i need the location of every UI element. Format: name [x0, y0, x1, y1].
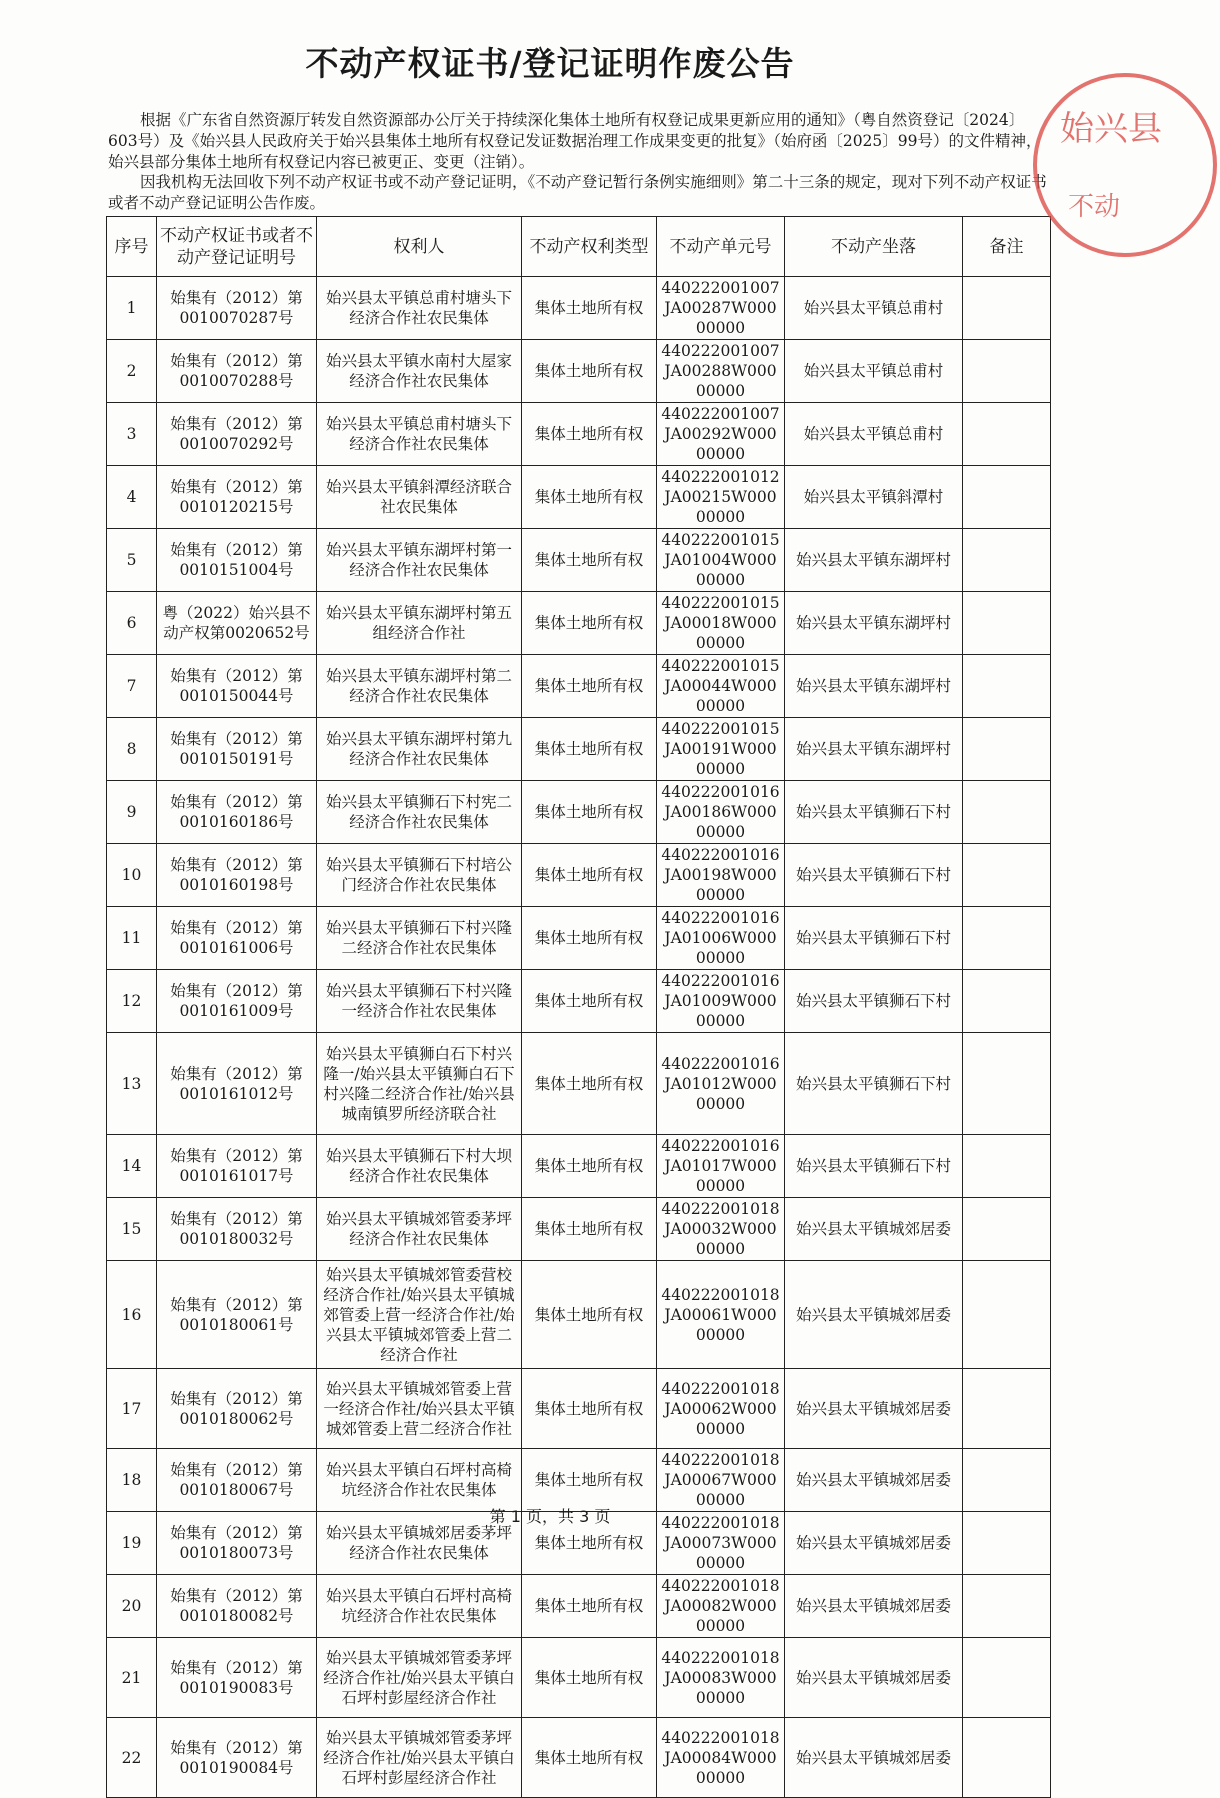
table-row	[107, 781, 1051, 844]
cell-owner: 始兴县太平镇狮石下村兴隆二经济合作社农民集体	[317, 907, 522, 970]
cell-unit: 440222001015JA00018W00000000	[657, 592, 785, 655]
cell-cert: 始集有（2012）第0010151004号	[157, 529, 317, 592]
header-location: 不动产坐落	[785, 217, 963, 277]
cell-location: 始兴县太平镇东湖坪村	[785, 592, 963, 655]
table-row	[107, 1198, 1051, 1261]
cell-remark	[963, 1575, 1051, 1638]
cell-remark	[963, 655, 1051, 718]
cell-remark	[963, 1261, 1051, 1369]
table-row	[107, 655, 1051, 718]
cell-location: 始兴县太平镇城郊居委	[785, 1638, 963, 1718]
cell-unit: 440222001018JA00084W00000000	[657, 1718, 785, 1798]
cell-type: 集体土地所有权	[522, 403, 657, 466]
cell-type: 集体土地所有权	[522, 1512, 657, 1575]
records-table	[106, 216, 1051, 1798]
cell-cert: 始集有（2012）第0010070292号	[157, 403, 317, 466]
cell-type: 集体土地所有权	[522, 529, 657, 592]
cell-unit: 440222001016JA01009W00000000	[657, 970, 785, 1033]
cell-seq: 10	[107, 844, 157, 907]
cell-remark	[963, 844, 1051, 907]
cell-remark	[963, 1718, 1051, 1798]
table-row	[107, 1369, 1051, 1449]
table-row	[107, 844, 1051, 907]
cell-location: 始兴县太平镇狮石下村	[785, 781, 963, 844]
table-row	[107, 1718, 1051, 1798]
cell-seq: 8	[107, 718, 157, 781]
cell-remark	[963, 340, 1051, 403]
cell-remark	[963, 1033, 1051, 1135]
cell-remark	[963, 718, 1051, 781]
cell-owner: 始兴县太平镇东湖坪村第九经济合作社农民集体	[317, 718, 522, 781]
cell-remark	[963, 277, 1051, 340]
cell-unit: 440222001015JA00044W00000000	[657, 655, 785, 718]
cell-cert: 始集有（2012）第0010180073号	[157, 1512, 317, 1575]
cell-unit: 440222001016JA01017W00000000	[657, 1135, 785, 1198]
cell-type: 集体土地所有权	[522, 466, 657, 529]
cell-owner: 始兴县太平镇东湖坪村第五组经济合作社	[317, 592, 522, 655]
table-row	[107, 970, 1051, 1033]
cell-location: 始兴县太平镇狮石下村	[785, 844, 963, 907]
table-row	[107, 1575, 1051, 1638]
cell-cert: 始集有（2012）第0010070287号	[157, 277, 317, 340]
table-row	[107, 907, 1051, 970]
cell-unit: 440222001015JA01004W00000000	[657, 529, 785, 592]
cell-cert: 始集有（2012）第0010180062号	[157, 1369, 317, 1449]
table-row	[107, 403, 1051, 466]
cell-remark	[963, 970, 1051, 1033]
cell-type: 集体土地所有权	[522, 781, 657, 844]
svg-text:不动: 不动	[1068, 192, 1121, 222]
cell-remark	[963, 1369, 1051, 1449]
cell-seq: 22	[107, 1718, 157, 1798]
cell-cert: 始集有（2012）第0010180082号	[157, 1575, 317, 1638]
cell-location: 始兴县太平镇城郊居委	[785, 1718, 963, 1798]
cell-owner: 始兴县太平镇城郊管委营校经济合作社/始兴县太平镇城郊管委上营一经济合作社/始兴县太平镇城郊管委上营二经济合作社	[317, 1261, 522, 1369]
cell-unit: 440222001012JA00215W00000000	[657, 466, 785, 529]
intro-paragraph: 根据《广东省自然资源厅转发自然资源部办公厅关于持续深化集体土地所有权登记成果更新应用的通知》（粤自然资登记〔2024〕603号）及《始兴县人民政府关于始兴县集体土地所有权登记发证数据治理工作成果变更的批复》（始府函〔2025〕99号）的文件精神，始兴县部分集体土地所有权登记内容已被更正、变更（注销）。	[108, 111, 1042, 171]
cell-type: 集体土地所有权	[522, 1033, 657, 1135]
cell-type: 集体土地所有权	[522, 1261, 657, 1369]
cell-location: 始兴县太平镇城郊居委	[785, 1449, 963, 1512]
cell-owner: 始兴县太平镇总甫村塘头下经济合作社农民集体	[317, 403, 522, 466]
cell-type: 集体土地所有权	[522, 1369, 657, 1449]
cell-seq: 5	[107, 529, 157, 592]
notice-paragraph: 因我机构无法回收下列不动产权证书或不动产登记证明，《不动产登记暂行条例实施细则》第二十三条的规定，现对下列不动产权证书或者不动产登记证明公告作废。	[108, 173, 1047, 212]
cell-cert: 始集有（2012）第0010160186号	[157, 781, 317, 844]
cell-seq: 18	[107, 1449, 157, 1512]
cell-type: 集体土地所有权	[522, 340, 657, 403]
table-row	[107, 277, 1051, 340]
cell-unit: 440222001018JA00032W00000000	[657, 1198, 785, 1261]
cell-remark	[963, 781, 1051, 844]
cell-cert: 始集有（2012）第0010120215号	[157, 466, 317, 529]
cell-seq: 3	[107, 403, 157, 466]
cell-owner: 始兴县太平镇斜潭经济联合社农民集体	[317, 466, 522, 529]
cell-owner: 始兴县太平镇城郊居委茅坪经济合作社农民集体	[317, 1512, 522, 1575]
cell-cert: 始集有（2012）第0010190084号	[157, 1718, 317, 1798]
cell-unit: 440222001007JA00292W00000000	[657, 403, 785, 466]
cell-remark	[963, 466, 1051, 529]
cell-type: 集体土地所有权	[522, 1638, 657, 1718]
page-title: 不动产权证书/登记证明作废公告	[305, 44, 795, 83]
cell-unit: 440222001018JA00062W00000000	[657, 1369, 785, 1449]
cell-type: 集体土地所有权	[522, 844, 657, 907]
cell-cert: 始集有（2012）第0010180067号	[157, 1449, 317, 1512]
cell-owner: 始兴县太平镇狮石下村大坝经济合作社农民集体	[317, 1135, 522, 1198]
cell-seq: 7	[107, 655, 157, 718]
cell-unit: 440222001018JA00073W00000000	[657, 1512, 785, 1575]
table-row	[107, 592, 1051, 655]
cell-cert: 粤（2022）始兴县不动产权第0020652号	[157, 592, 317, 655]
cell-seq: 19	[107, 1512, 157, 1575]
page-footer: 第 1 页，共 3 页	[489, 1507, 611, 1526]
table-row	[107, 1638, 1051, 1718]
cell-unit: 440222001016JA00198W00000000	[657, 844, 785, 907]
cell-type: 集体土地所有权	[522, 277, 657, 340]
cell-cert: 始集有（2012）第0010070288号	[157, 340, 317, 403]
official-seal	[1030, 70, 1220, 260]
table-row	[107, 1449, 1051, 1512]
cell-location: 始兴县太平镇城郊居委	[785, 1575, 963, 1638]
cell-location: 始兴县太平镇东湖坪村	[785, 718, 963, 781]
cell-remark	[963, 403, 1051, 466]
cell-remark	[963, 592, 1051, 655]
header-owner: 权利人	[317, 217, 522, 277]
cell-location: 始兴县太平镇总甫村	[785, 277, 963, 340]
cell-type: 集体土地所有权	[522, 1718, 657, 1798]
cell-remark	[963, 1638, 1051, 1718]
cell-location: 始兴县太平镇总甫村	[785, 340, 963, 403]
cell-seq: 1	[107, 277, 157, 340]
cell-unit: 440222001016JA01012W00000000	[657, 1033, 785, 1135]
header-remark: 备注	[963, 217, 1051, 277]
cell-owner: 始兴县太平镇东湖坪村第二经济合作社农民集体	[317, 655, 522, 718]
cell-type: 集体土地所有权	[522, 1135, 657, 1198]
cell-seq: 2	[107, 340, 157, 403]
cell-location: 始兴县太平镇总甫村	[785, 403, 963, 466]
cell-owner: 始兴县太平镇白石坪村高椅坑经济合作社农民集体	[317, 1449, 522, 1512]
cell-owner: 始兴县太平镇城郊管委茅坪经济合作社/始兴县太平镇白石坪村彭屋经济合作社	[317, 1718, 522, 1798]
cell-cert: 始集有（2012）第0010150044号	[157, 655, 317, 718]
cell-location: 始兴县太平镇城郊居委	[785, 1261, 963, 1369]
cell-type: 集体土地所有权	[522, 970, 657, 1033]
cell-unit: 440222001016JA00186W00000000	[657, 781, 785, 844]
cell-seq: 15	[107, 1198, 157, 1261]
table-row	[107, 1033, 1051, 1135]
cell-seq: 6	[107, 592, 157, 655]
cell-owner: 始兴县太平镇水南村大屋家经济合作社农民集体	[317, 340, 522, 403]
cell-location: 始兴县太平镇狮石下村	[785, 907, 963, 970]
cell-seq: 20	[107, 1575, 157, 1638]
seal-text: 始兴县	[1060, 109, 1162, 149]
cell-type: 集体土地所有权	[522, 1449, 657, 1512]
table-row	[107, 1261, 1051, 1369]
cell-seq: 17	[107, 1369, 157, 1449]
cell-owner: 始兴县太平镇总甫村塘头下经济合作社农民集体	[317, 277, 522, 340]
table-row	[107, 1135, 1051, 1198]
cell-type: 集体土地所有权	[522, 718, 657, 781]
cell-remark	[963, 1135, 1051, 1198]
table-row	[107, 466, 1051, 529]
cell-seq: 11	[107, 907, 157, 970]
cell-unit: 440222001007JA00287W00000000	[657, 277, 785, 340]
table-header-row	[107, 217, 1051, 277]
cell-location: 始兴县太平镇东湖坪村	[785, 529, 963, 592]
cell-location: 始兴县太平镇狮石下村	[785, 1033, 963, 1135]
cell-owner: 始兴县太平镇白石坪村高椅坑经济合作社农民集体	[317, 1575, 522, 1638]
cell-remark	[963, 1449, 1051, 1512]
cell-unit: 440222001016JA01006W00000000	[657, 907, 785, 970]
cell-owner: 始兴县太平镇狮石下村培公门经济合作社农民集体	[317, 844, 522, 907]
cell-cert: 始集有（2012）第0010161009号	[157, 970, 317, 1033]
cell-unit: 440222001018JA00067W00000000	[657, 1449, 785, 1512]
cell-seq: 14	[107, 1135, 157, 1198]
cell-seq: 16	[107, 1261, 157, 1369]
cell-cert: 始集有（2012）第0010161006号	[157, 907, 317, 970]
cell-unit: 440222001015JA00191W00000000	[657, 718, 785, 781]
cell-owner: 始兴县太平镇狮石下村宪二经济合作社农民集体	[317, 781, 522, 844]
cell-owner: 始兴县太平镇城郊管委上营一经济合作社/始兴县太平镇城郊管委上营二经济合作社	[317, 1369, 522, 1449]
cell-location: 始兴县太平镇城郊居委	[785, 1198, 963, 1261]
cell-owner: 始兴县太平镇东湖坪村第一经济合作社农民集体	[317, 529, 522, 592]
cell-cert: 始集有（2012）第0010161012号	[157, 1033, 317, 1135]
cell-owner: 始兴县太平镇城郊管委茅坪经济合作社/始兴县太平镇白石坪村彭屋经济合作社	[317, 1638, 522, 1718]
cell-cert: 始集有（2012）第0010190083号	[157, 1638, 317, 1718]
cell-unit: 440222001018JA00082W00000000	[657, 1575, 785, 1638]
cell-location: 始兴县太平镇东湖坪村	[785, 655, 963, 718]
cell-owner: 始兴县太平镇城郊管委茅坪经济合作社农民集体	[317, 1198, 522, 1261]
cell-type: 集体土地所有权	[522, 907, 657, 970]
cell-cert: 始集有（2012）第0010180032号	[157, 1198, 317, 1261]
cell-cert: 始集有（2012）第0010160198号	[157, 844, 317, 907]
cell-remark	[963, 1198, 1051, 1261]
cell-cert: 始集有（2012）第0010180061号	[157, 1261, 317, 1369]
cell-seq: 12	[107, 970, 157, 1033]
cell-location: 始兴县太平镇城郊居委	[785, 1369, 963, 1449]
cell-location: 始兴县太平镇狮石下村	[785, 1135, 963, 1198]
cell-remark	[963, 907, 1051, 970]
cell-cert: 始集有（2012）第0010161017号	[157, 1135, 317, 1198]
cell-location: 始兴县太平镇狮石下村	[785, 970, 963, 1033]
header-unit: 不动产单元号	[657, 217, 785, 277]
cell-seq: 13	[107, 1033, 157, 1135]
cell-type: 集体土地所有权	[522, 655, 657, 718]
cell-seq: 9	[107, 781, 157, 844]
cell-seq: 4	[107, 466, 157, 529]
cell-owner: 始兴县太平镇狮白石下村兴隆一/始兴县太平镇狮白石下村兴隆二经济合作社/始兴县城南镇罗所经济联合社	[317, 1033, 522, 1135]
cell-type: 集体土地所有权	[522, 592, 657, 655]
cell-location: 始兴县太平镇斜潭村	[785, 466, 963, 529]
header-type: 不动产权利类型	[522, 217, 657, 277]
cell-cert: 始集有（2012）第0010150191号	[157, 718, 317, 781]
cell-location: 始兴县太平镇城郊居委	[785, 1512, 963, 1575]
header-cert: 不动产权证书或者不动产登记证明号	[157, 217, 317, 277]
table-row	[107, 529, 1051, 592]
cell-unit: 440222001018JA00061W00000000	[657, 1261, 785, 1369]
table-row	[107, 340, 1051, 403]
cell-owner: 始兴县太平镇狮石下村兴隆一经济合作社农民集体	[317, 970, 522, 1033]
cell-type: 集体土地所有权	[522, 1198, 657, 1261]
cell-seq: 21	[107, 1638, 157, 1718]
table-row	[107, 718, 1051, 781]
header-seq: 序号	[107, 217, 157, 277]
cell-type: 集体土地所有权	[522, 1575, 657, 1638]
cell-unit: 440222001018JA00083W00000000	[657, 1638, 785, 1718]
cell-unit: 440222001007JA00288W00000000	[657, 340, 785, 403]
cell-remark	[963, 529, 1051, 592]
